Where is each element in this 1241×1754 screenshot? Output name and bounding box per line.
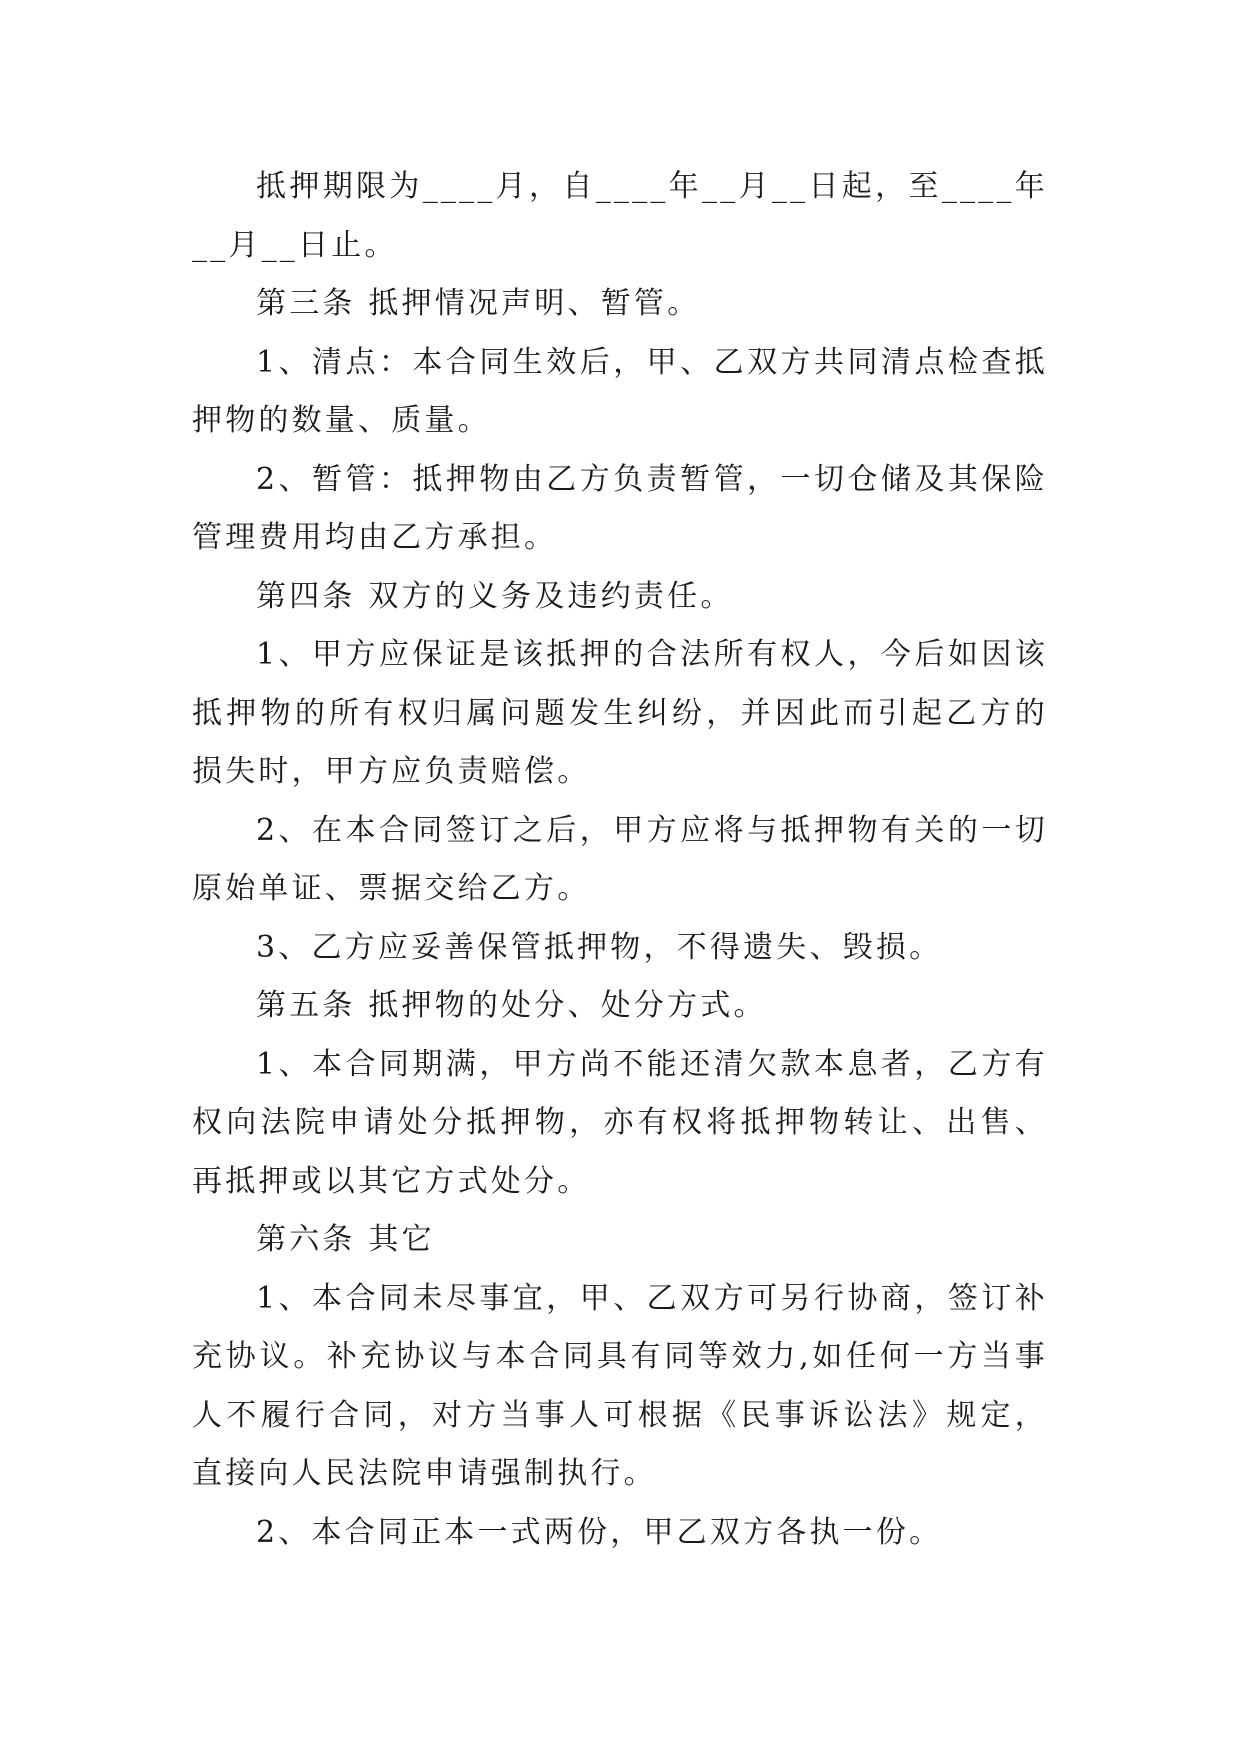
heading-article-3: 第三条 抵押情况声明、暂管。: [256, 286, 701, 321]
document-body: [192, 158, 1048, 1562]
heading-article-4: 第四条 双方的义务及违约责任。: [256, 578, 734, 614]
paragraph-article-4-item-2: 2、在本合同签订之后，甲方应将与抵押物有关的一切原始单证、票据交给乙方。: [192, 812, 1048, 906]
paragraph-article-6-item-1: 1、本合同未尽事宜，甲、乙双方可另行协商，签订补充协议。补充协议与本合同具有同等效力,如任何一方当事人不履行合同，对方当事人可根据《民事诉讼法》规定，直接向人民法院申请强制执行。: [192, 1280, 1048, 1491]
heading-article-6: 第六条 其它: [256, 1222, 435, 1257]
paragraph-article-5-item-1: 1、本合同期满，甲方尚不能还清欠款本息者，乙方有权向法院申请处分抵押物，亦有权将抵押物转让、出售、再抵押或以其它方式处分。: [192, 1046, 1048, 1199]
paragraph-article-3-item-1: 1、清点：本合同生效后，甲、乙双方共同清点检查抵押物的数量、质量。: [192, 344, 1048, 438]
paragraph-article-6-item-2: 2、本合同正本一式两份，甲乙双方各执一份。: [256, 1514, 943, 1550]
heading-article-5: 第五条 抵押物的处分、处分方式。: [256, 988, 767, 1023]
paragraph-article-4-item-3: 3、乙方应妥善保管抵押物，不得遗失、毁损。: [256, 929, 943, 965]
paragraph-article-3-item-2: 2、暂管：抵押物由乙方负责暂管，一切仓储及其保险管理费用均由乙方承担。: [192, 461, 1048, 555]
paragraph-article-4-item-1: 1、甲方应保证是该抵押的合法所有权人，今后如因该抵押物的所有权归属问题发生纠纷，并因此而引起乙方的损失时，甲方应负责赔偿。: [192, 637, 1048, 789]
paragraph-mortgage-term: 抵押期限为____月，自____年__月__日起，至____年__月__日止。: [192, 169, 1048, 263]
